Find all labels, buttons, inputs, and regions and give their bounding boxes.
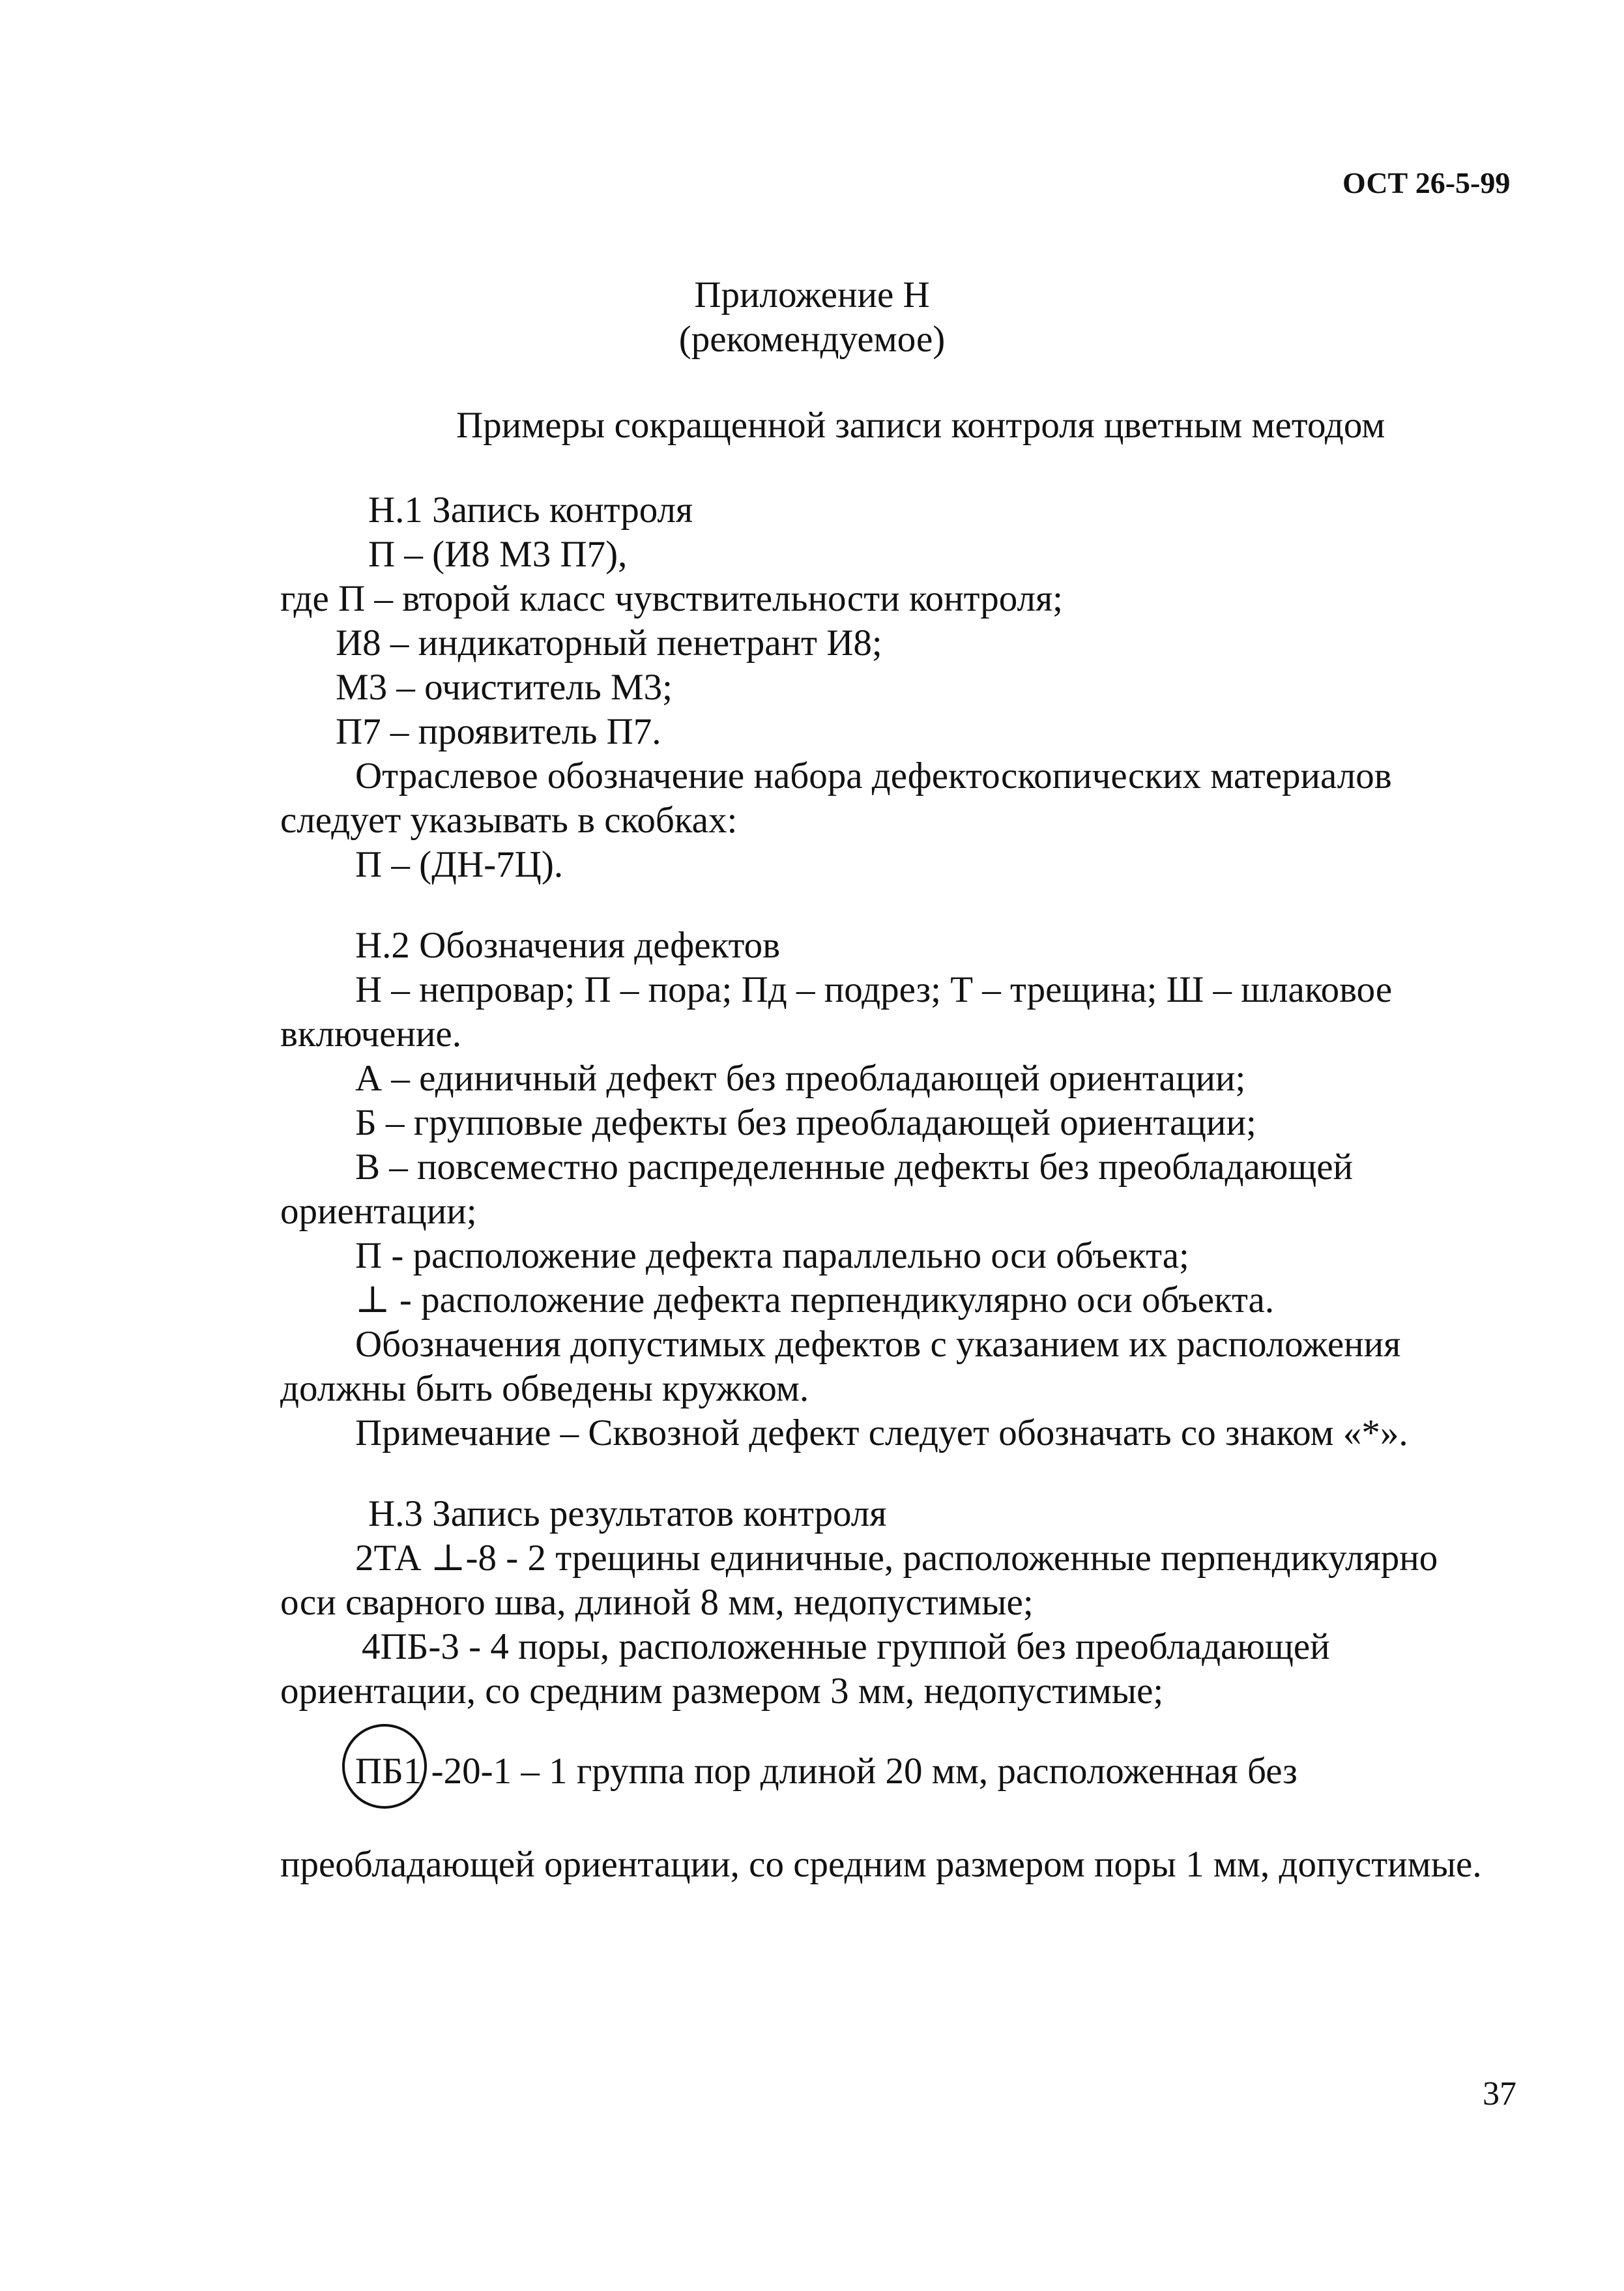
section1-formula2: П – (ДН-7Ц). bbox=[355, 844, 564, 885]
defect-line: ориентации; bbox=[280, 1191, 477, 1232]
result-line-final: преобладающей ориентации, со средним размером поры 1 мм, допустимые. bbox=[280, 1844, 1482, 1885]
where-line: П7 – проявитель П7. bbox=[336, 711, 661, 752]
page-number: 37 bbox=[1483, 2075, 1516, 2112]
defect-line: включение. bbox=[280, 1014, 461, 1055]
appendix-title: Приложение Н bbox=[694, 274, 930, 315]
section1-note-cont: следует указывать в скобках: bbox=[280, 800, 738, 841]
defect-line: ⊥ - расположение дефекта перпендикулярно оси объекта. bbox=[355, 1279, 1275, 1321]
appendix-heading: Примеры сокращенной записи контроля цветным методом bbox=[456, 405, 1385, 446]
result-line: ориентации, со средним размером 3 мм, недопустимые; bbox=[280, 1671, 1164, 1712]
circled-result-line bbox=[355, 1750, 1298, 1793]
document-code: ОСТ 26-5-99 bbox=[1342, 166, 1511, 199]
section3-title: Н.3 Запись результатов контроля bbox=[368, 1493, 887, 1534]
result-line: 4ПБ-3 - 4 поры, расположенные группой без преобладающей bbox=[362, 1626, 1330, 1667]
where-line: М3 – очиститель М3; bbox=[336, 667, 673, 708]
circled-result-text: -20-1 – 1 группа пор длиной 20 мм, расположенная без bbox=[422, 1751, 1298, 1792]
circled-defect-code: ПБ1 bbox=[355, 1751, 422, 1792]
appendix-subtitle: (рекомендуемое) bbox=[678, 319, 946, 360]
defect-line: Н – непровар; П – пора; Пд – подрез; Т – трещина; Ш – шлаковое bbox=[355, 969, 1393, 1010]
section1-title: Н.1 Запись контроля bbox=[368, 489, 693, 531]
defect-line: Обозначения допустимых дефектов с указанием их расположения bbox=[355, 1324, 1401, 1365]
where-line: И8 – индикаторный пенетрант И8; bbox=[336, 622, 882, 664]
result-line: 2ТА ⊥-8 - 2 трещины единичные, расположенные перпендикулярно bbox=[355, 1538, 1438, 1579]
defect-line: П - расположение дефекта параллельно оси объекта; bbox=[355, 1235, 1189, 1276]
note-line: Примечание – Сквозной дефект следует обозначать со знаком «*». bbox=[355, 1412, 1408, 1453]
section2-title: Н.2 Обозначения дефектов bbox=[355, 925, 781, 966]
where-line: где П – второй класс чувствительности контроля; bbox=[280, 578, 1064, 619]
result-line: оси сварного шва, длиной 8 мм, недопустимые; bbox=[280, 1582, 1034, 1623]
section1-formula: П – (И8 М3 П7), bbox=[368, 534, 628, 575]
defect-line: Б – групповые дефекты без преобладающей ориентации; bbox=[355, 1102, 1256, 1143]
defect-line: должны быть обведены кружком. bbox=[280, 1368, 809, 1409]
defect-line: В – повсеместно распределенные дефекты без преобладающей bbox=[355, 1146, 1354, 1188]
section1-note: Отраслевое обозначение набора дефектоскопических материалов bbox=[355, 755, 1392, 796]
defect-line: А – единичный дефект без преобладающей ориентации; bbox=[355, 1058, 1246, 1099]
